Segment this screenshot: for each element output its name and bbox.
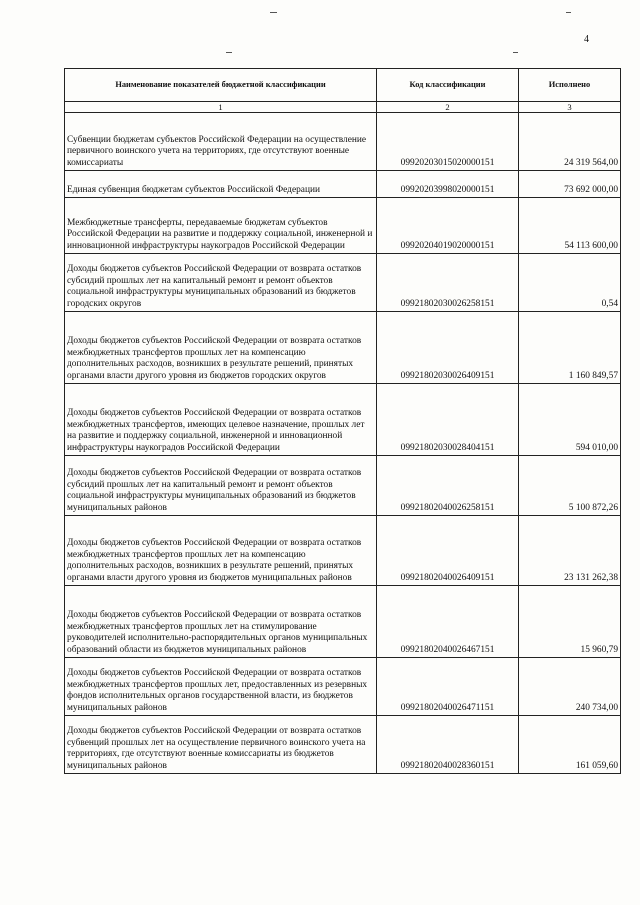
column-number-row [65,102,621,113]
row-name: Единая субвенция бюджетам субъектов Российской Федерации [65,171,377,198]
row-amount: 1 160 849,57 [519,312,621,384]
scan-speck [513,52,518,53]
row-code: 09921802030026258151 [377,254,519,312]
row-amount: 15 960,79 [519,586,621,658]
table-header-row [65,69,621,102]
header-executed: Исполнено [519,69,621,102]
table-row [65,658,621,716]
row-name: Межбюджетные трансферты, передаваемые бюджетам субъектов Российской Федерации на развитие и поддержку социальной, инженерной и инновационной инфраструктуры наукоградов Российской Федерации [65,198,377,254]
row-name: Доходы бюджетов субъектов Российской Федерации от возврата остатков субсидий прошлых лет на капитальный ремонт и ремонт объектов социальной инфраструктуры муниципальных образований из бюджетов городских округов [65,254,377,312]
table-row [65,586,621,658]
row-amount: 240 734,00 [519,658,621,716]
table-row [65,198,621,254]
column-number: 3 [519,102,621,113]
row-code: 09920204019020000151 [377,198,519,254]
row-name: Доходы бюджетов субъектов Российской Федерации от возврата остатков субсидий прошлых лет на капитальный ремонт и ремонт объектов социальной инфраструктуры муниципальных образований из бюджетов муниципальных районов [65,456,377,516]
page-number: 4 [584,34,589,45]
row-amount: 594 010,00 [519,384,621,456]
table-row [65,171,621,198]
row-code: 09920203015020000151 [377,113,519,171]
row-name: Доходы бюджетов субъектов Российской Федерации от возврата остатков межбюджетных трансфертов прошлых лет, предоставленных из резервных фондов исполнительных органов государственной власти, из бюджетов муниципальных районов [65,658,377,716]
table-row [65,254,621,312]
scan-speck [270,12,277,13]
row-name: Доходы бюджетов субъектов Российской Федерации от возврата остатков межбюджетных трансфертов, имеющих целевое назначение, прошлых лет на развитие и поддержку социальной, инженерной и инновационной инфраструктуры наукоградов Российской Федерации [65,384,377,456]
row-name: Доходы бюджетов субъектов Российской Федерации от возврата остатков межбюджетных трансфертов прошлых лет на стимулирование руководителей исполнительно-распорядительных органов муниципальных образований области из бюджетов муниципальных районов [65,586,377,658]
table-row [65,516,621,586]
row-code: 09921802040026258151 [377,456,519,516]
scan-speck [226,52,232,53]
row-amount: 161 059,60 [519,716,621,774]
table-row [65,312,621,384]
header-code: Код классификации [377,69,519,102]
row-code: 09921802040026409151 [377,516,519,586]
row-name: Доходы бюджетов субъектов Российской Федерации от возврата остатков межбюджетных трансфертов прошлых лет на компенсацию дополнительных расходов, возникших в результате решений, принятых органами власти другого уровня из бюджетов муниципальных районов [65,516,377,586]
row-code: 09921802040028360151 [377,716,519,774]
table-row [65,113,621,171]
table-row [65,716,621,774]
budget-table [64,68,621,774]
row-amount: 54 113 600,00 [519,198,621,254]
scan-speck [566,12,571,13]
header-name: Наименование показателей бюджетной классификации [65,69,377,102]
row-amount: 73 692 000,00 [519,171,621,198]
row-code: 09921802040026467151 [377,586,519,658]
row-amount: 0,54 [519,254,621,312]
row-code: 09921802040026471151 [377,658,519,716]
row-name: Доходы бюджетов субъектов Российской Федерации от возврата остатков межбюджетных трансфертов прошлых лет на компенсацию дополнительных расходов, возникших в результате решений, принятых органами власти другого уровня из бюджетов городских округов [65,312,377,384]
row-code: 09921802030026409151 [377,312,519,384]
row-code: 09921802030028404151 [377,384,519,456]
row-amount: 23 131 262,38 [519,516,621,586]
row-amount: 5 100 872,26 [519,456,621,516]
column-number: 2 [377,102,519,113]
row-amount: 24 319 564,00 [519,113,621,171]
row-name: Доходы бюджетов субъектов Российской Федерации от возврата остатков субвенций прошлых лет на осуществление первичного воинского учета на территориях, где отсутствуют военные комиссариаты из бюджетов муниципальных районов [65,716,377,774]
row-code: 09920203998020000151 [377,171,519,198]
column-number: 1 [65,102,377,113]
table-row [65,456,621,516]
row-name: Субвенции бюджетам субъектов Российской Федерации на осуществление первичного воинского учета на территориях, где отсутствуют военные комиссариаты [65,113,377,171]
table-row [65,384,621,456]
